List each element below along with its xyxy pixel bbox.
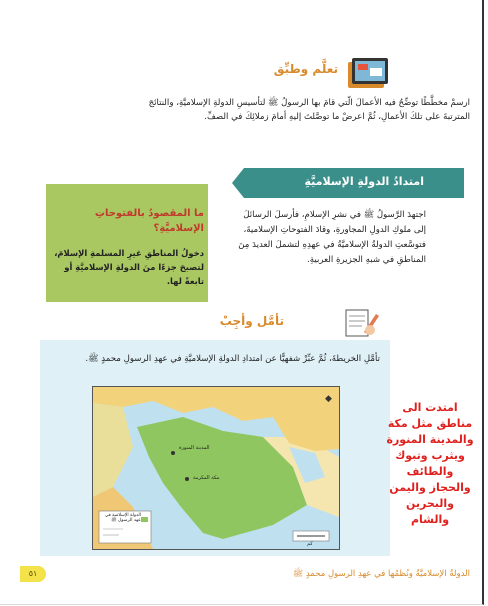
banner-title: امتدادُ الدولةِ الإسلاميَّةِ [304, 175, 424, 188]
tablet-icon [346, 56, 390, 90]
map-label-madinah: المدينة المنورة [179, 445, 210, 451]
writing-hand-icon [340, 306, 380, 340]
definition-answer: دخولُ المناطقِ غيرِ المسلمةِ الإسلامَ، لتصبحَ جزءًا منَ الدولةِ الإسلاميَّةِ أو تابعةً لها. [54, 248, 204, 286]
section3-paragraph: تأمَّلِ الخريطةَ، ثُمَّ عبِّرْ شفهيًّا عن امتدادِ الدولةِ الإسلاميَّةِ في عهدِ الرسولِ محمدٍ ﷺ. [85, 354, 380, 364]
page-footer [10, 566, 470, 584]
section2-paragraph: اجتهدَ الرَّسولُ ﷺ في نشرِ الإسلامِ، فأرسلَ الرسائلَ إلى ملوكِ الدولِ المجاورةِ، وقادَ الفتوحاتِ الإسلاميةَ، فتوسَّعتِ الدولةُ الإسلاميَّةُ في عهدِهِ لتشملَ العديدَ مِنَ المناطقِ في شبهِ الجزيرةِ العربيةِ. [238, 210, 426, 265]
page-number: ٥١ [20, 566, 46, 582]
section-title-learn-apply: تعلَّم وطبِّق [273, 62, 338, 76]
map-legend-title: الدولة الإسلامية في عهد الرسول ﷺ [104, 513, 141, 523]
map-scale-label: كم [307, 541, 313, 547]
banner-arrow [232, 168, 244, 198]
section-banner [244, 168, 464, 198]
map-label-makkah: مكة المكرمة [193, 475, 220, 481]
footer-title: الدولةُ الإسلاميَّةُ ونُظمُها في عهدِ الرسولِ محمدٍ ﷺ [292, 569, 470, 579]
definition-question: ما المقصودُ بالفتوحاتِ الإسلاميَّةِ؟ [94, 208, 204, 234]
svg-text:◆: ◆ [325, 394, 332, 404]
section-title-reflect-answer: تأمَّل وأجِبْ [219, 314, 284, 328]
handwritten-answer-note: امتدت الى مناطق مثل مكة والمدينة المنورة ويثرب وتبوك والطائف والحجاز واليمن والبحرين والشام [386, 401, 474, 526]
section1-paragraph: ارسمْ مخطَّطًا توضِّحُ فيه الأعمالَ الّتي قامَ بها الرسولُ ﷺ لتأسيسِ الدولةِ الإسلاميَّةِ، والنتائجَ المترتبةَ على تلكَ الأعمالِ، ثُمَّ اعرضْ ما توصَّلتَ إليهِ أمامَ زملائِكَ في الصفِّ. [148, 98, 470, 122]
arabian-peninsula-map [92, 386, 340, 550]
